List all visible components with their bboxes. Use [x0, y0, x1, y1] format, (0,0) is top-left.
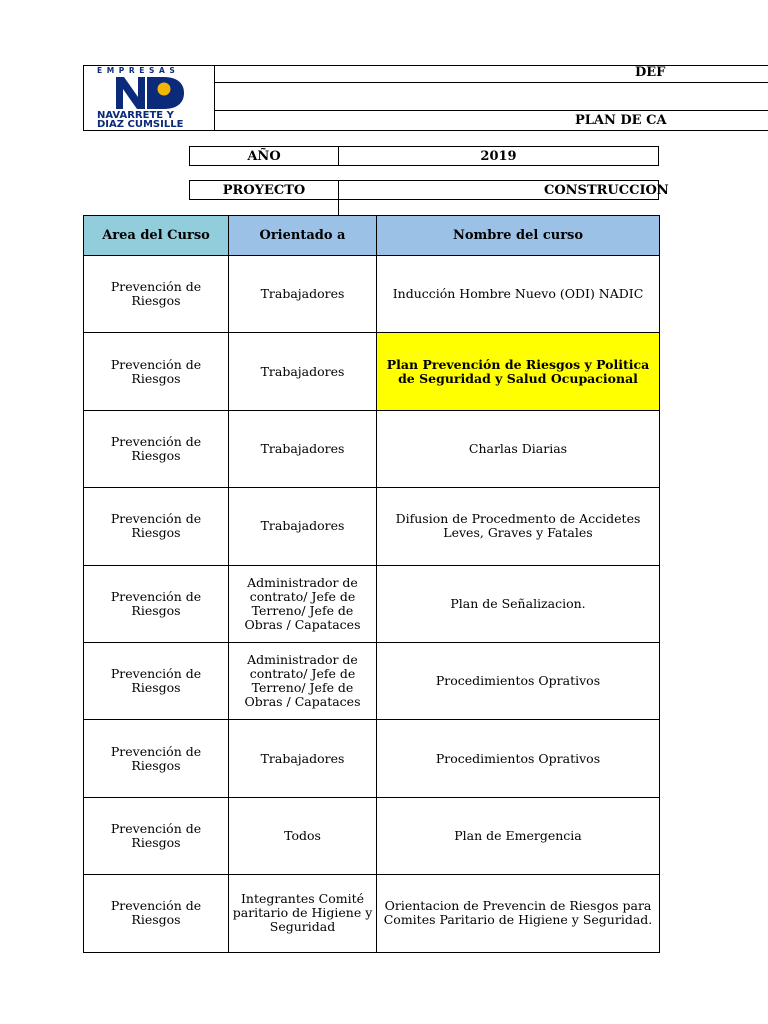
table-header-row — [84, 216, 660, 256]
cell-area: Prevención de Riesgos — [84, 410, 229, 487]
table-row — [84, 256, 660, 333]
header-orientado: Orientado a — [229, 216, 377, 256]
project-value: CONSTRUCCION — [338, 180, 659, 200]
cell-orientado: Integrantes Comité paritario de Higiene y Seguridad — [229, 875, 377, 952]
cell-area: Prevención de Riesgos — [84, 565, 229, 642]
project-label: PROYECTO — [189, 180, 339, 200]
year-label: AÑO — [189, 146, 339, 166]
header-row-line-2 — [214, 110, 768, 111]
cell-orientado: Trabajadores — [229, 333, 377, 410]
cell-nombre: Difusion de Procedmento de Accidetes Leves, Graves y Fatales — [377, 488, 660, 565]
cell-nombre: Procedimientos Oprativos — [377, 720, 660, 797]
cell-orientado: Trabajadores — [229, 720, 377, 797]
document-title: DEF — [635, 65, 666, 80]
table-row — [84, 333, 660, 410]
cell-area: Prevención de Riesgos — [84, 256, 229, 333]
cell-nombre: Plan de Señalizacion. — [377, 565, 660, 642]
header-row-line-1 — [214, 82, 768, 83]
cell-area: Prevención de Riesgos — [84, 875, 229, 952]
year-value: 2019 — [338, 146, 659, 166]
logo-company-line-1: NAVARRETE Y — [97, 110, 174, 121]
cell-orientado: Administrador de contrato/ Jefe de Terreno/ Jefe de Obras / Capataces — [229, 565, 377, 642]
cell-area: Prevención de Riesgos — [84, 333, 229, 410]
cell-orientado: Trabajadores — [229, 488, 377, 565]
project-gap-line — [338, 200, 339, 215]
header-area: Area del Curso — [84, 216, 229, 256]
cell-nombre: Plan de Emergencia — [377, 797, 660, 874]
cell-area: Prevención de Riesgos — [84, 797, 229, 874]
table-row — [84, 410, 660, 487]
table-row — [84, 488, 660, 565]
logo-company-line-2: DIAZ CUMSILLE — [97, 119, 184, 130]
table-row — [84, 720, 660, 797]
cell-area: Prevención de Riesgos — [84, 642, 229, 719]
table-row — [84, 565, 660, 642]
logo-nd-mark — [114, 75, 186, 111]
table-row — [84, 642, 660, 719]
cell-orientado: Administrador de contrato/ Jefe de Terreno/ Jefe de Obras / Capataces — [229, 642, 377, 719]
cell-area: Prevención de Riesgos — [84, 720, 229, 797]
table-row — [84, 797, 660, 874]
cell-nombre: Orientacion de Prevencin de Riesgos para Comites Paritario de Higiene y Seguridad. — [377, 875, 660, 952]
cell-nombre: Inducción Hombre Nuevo (ODI) NADIC — [377, 256, 660, 333]
plan-title: PLAN DE CA — [575, 113, 667, 128]
logo-top-text: EMPRESAS — [97, 66, 180, 75]
cell-area: Prevención de Riesgos — [84, 488, 229, 565]
cell-orientado: Trabajadores — [229, 410, 377, 487]
logo-divider — [214, 65, 215, 131]
table-row — [84, 875, 660, 952]
cell-nombre-highlighted: Plan Prevención de Riesgos y Politica de Seguridad y Salud Ocupacional — [377, 333, 660, 410]
cell-nombre: Procedimientos Oprativos — [377, 642, 660, 719]
header-nombre: Nombre del curso — [377, 216, 660, 256]
course-table — [83, 215, 660, 953]
company-logo — [86, 66, 212, 130]
cell-nombre: Charlas Diarias — [377, 410, 660, 487]
cell-orientado: Trabajadores — [229, 256, 377, 333]
cell-orientado: Todos — [229, 797, 377, 874]
